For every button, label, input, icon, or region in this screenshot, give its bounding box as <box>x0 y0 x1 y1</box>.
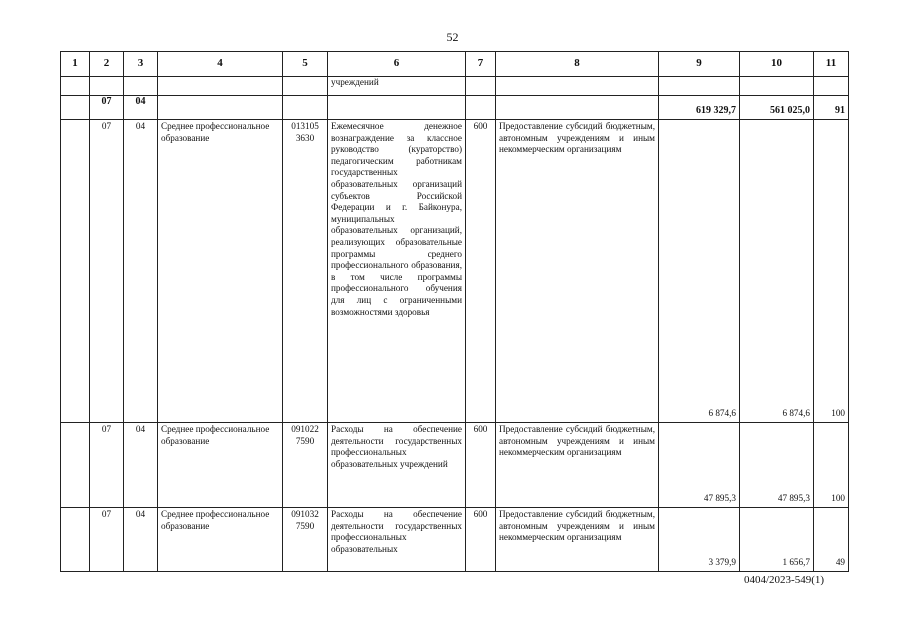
row-executed-amount: 6 874,6 <box>740 120 814 423</box>
row-section-name: Среднее профессиональное образование <box>158 120 283 423</box>
header-cell-2: 2 <box>90 52 124 77</box>
row-section-name: Среднее профессиональное образование <box>158 423 283 508</box>
row-target-code: 013105 3630 <box>283 120 328 423</box>
row-expense-type-code: 600 <box>466 423 496 508</box>
section-executed-amount: 561 025,0 <box>740 96 814 120</box>
header-cell-9: 9 <box>659 52 740 77</box>
row-code-col3: 04 <box>124 120 158 423</box>
row-percent: 100 <box>814 423 849 508</box>
header-cell-6: 6 <box>328 52 466 77</box>
row-planned-amount: 6 874,6 <box>659 120 740 423</box>
header-cell-8: 8 <box>496 52 659 77</box>
header-cell-4: 4 <box>158 52 283 77</box>
section-total-row <box>61 96 849 120</box>
header-row <box>61 52 849 77</box>
row-planned-amount: 47 895,3 <box>659 423 740 508</box>
section-percent: 91 <box>814 96 849 120</box>
header-cell-1: 1 <box>61 52 90 77</box>
row-section-name: Среднее профессиональное образование <box>158 508 283 572</box>
row-target-code: 091032 7590 <box>283 508 328 572</box>
section-code-col3: 04 <box>124 96 158 120</box>
continuation-row <box>61 77 849 96</box>
row-expense-description: Расходы на обеспечение деятельности государственных профессиональных образовательных учреждений <box>328 423 466 508</box>
row-expense-description: Ежемесячное денежное вознаграждение за классное руководство (кураторство) педагогическим работникам государственных образовательных организаций субъектов Российской Федерации и г. Байконура, муниципальных образовательных организаций, реализующих образовательные программы среднего профессионального образования, в том числе программы профессионального обучения для лиц с ограниченными возможностями здоровья <box>328 120 466 423</box>
row-code-col2: 07 <box>90 508 124 572</box>
document-code: 0404/2023-549(1) <box>744 574 825 586</box>
row-expense-type-code: 600 <box>466 508 496 572</box>
table-row <box>61 423 849 508</box>
budget-table <box>60 51 849 572</box>
row-expense-type-name: Предоставление субсидий бюджетным, автономным учреждениям и иным некоммерческим организациям <box>496 120 659 423</box>
section-code-col2: 07 <box>90 96 124 120</box>
row-target-code: 091022 7590 <box>283 423 328 508</box>
row-planned-amount: 3 379,9 <box>659 508 740 572</box>
header-cell-3: 3 <box>124 52 158 77</box>
header-cell-7: 7 <box>466 52 496 77</box>
row-expense-description: Расходы на обеспечение деятельности государственных профессиональных образовательных <box>328 508 466 572</box>
table-row <box>61 508 849 572</box>
row-expense-type-name: Предоставление субсидий бюджетным, автономным учреждениям и иным некоммерческим организациям <box>496 508 659 572</box>
row-code-col3: 04 <box>124 423 158 508</box>
continuation-text: учреждений <box>328 77 466 96</box>
section-planned-amount: 619 329,7 <box>659 96 740 120</box>
header-cell-10: 10 <box>740 52 814 77</box>
row-executed-amount: 47 895,3 <box>740 423 814 508</box>
header-cell-5: 5 <box>283 52 328 77</box>
page-number: 52 <box>446 30 459 44</box>
row-percent: 100 <box>814 120 849 423</box>
header-cell-11: 11 <box>814 52 849 77</box>
row-expense-type-code: 600 <box>466 120 496 423</box>
row-code-col2: 07 <box>90 120 124 423</box>
row-code-col3: 04 <box>124 508 158 572</box>
row-percent: 49 <box>814 508 849 572</box>
row-code-col2: 07 <box>90 423 124 508</box>
table-row <box>61 120 849 423</box>
row-executed-amount: 1 656,7 <box>740 508 814 572</box>
row-expense-type-name: Предоставление субсидий бюджетным, автономным учреждениям и иным некоммерческим организациям <box>496 423 659 508</box>
